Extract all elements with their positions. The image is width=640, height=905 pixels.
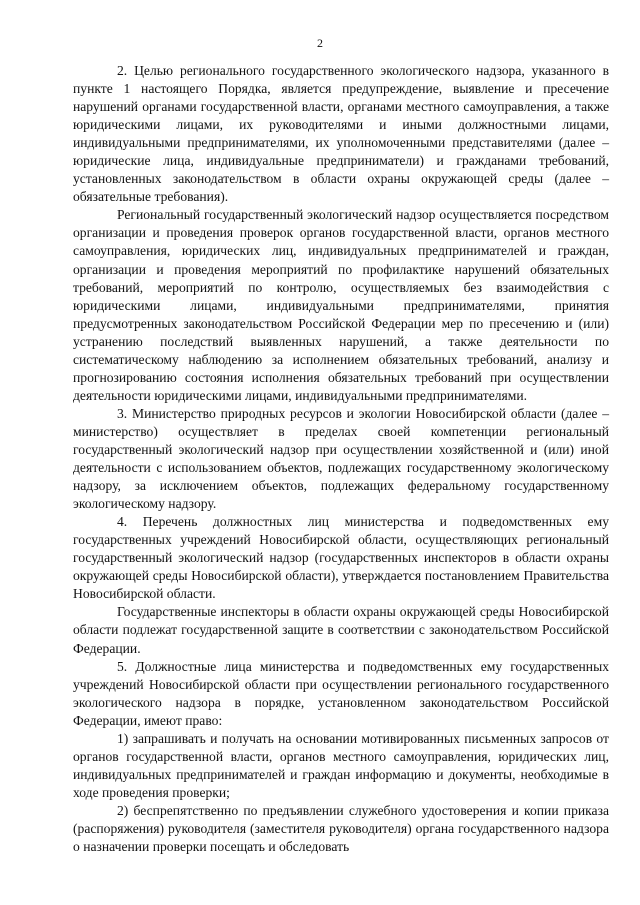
paragraph-supervision-means: Региональный государственный экологический надзор осуществляется посредством организации и проведения проверок органов государственной власти, органов местного самоуправления, юридических лиц, индивидуальных предпринимателей и граждан, организации и проведения мероприятий по профилактике нарушений обязательных требований, мероприятий по контролю, осуществляемых без взаимодействия с юридическими лицами, индивидуальными предпринимателями, принятия предусмотренных законодательством Российской Федерации мер по пресечению и (или) устранению последствий выявленных нарушений, а также деятельности по систематическому наблюдению за исполнением обязательных требований, анализу и прогнозированию состояния исполнения обязательных требований при осуществлении деятельности юридическими лицами, индивидуальными предпринимателями.: [73, 207, 609, 403]
paragraph-right-1-requests: 1) запрашивать и получать на основании мотивированных письменных запросов от органов государственной власти, органов местного самоуправления, юридических лиц, индивидуальных предпринимателей и граждан информацию и документы, необходимые в ходе проведения проверки;: [73, 730, 609, 800]
page-number: 2: [317, 36, 323, 50]
paragraph-item-5-rights: 5. Должностные лица министерства и подведомственных ему государственных учреждений Новосибирской области при осуществлении регионального государственного экологического надзора в порядке, установленном законодательством Российской Федерации, имеют право:: [73, 658, 609, 728]
paragraph-item-2-goal: 2. Целью регионального государственного экологического надзора, указанного в пункте 1 настоящего Порядка, является предупреждение, выявление и пресечение нарушений органами государственной власти, органами местного самоуправления, а также юридическими лицами, их руководителями и иными должностными лицами, индивидуальными предпринимателями, их уполномоченными представителями (далее – юридические лица, индивидуальные предприниматели) и гражданами требований, установленных законодательством в области охраны окружающей среды (далее – обязательные требования).: [73, 63, 609, 205]
paragraph-item-4-officials-list: 4. Перечень должностных лиц министерства и подведомственных ему государственных учреждений Новосибирской области, осуществляющих региональный государственный экологический надзор (государственных инспекторов в области охраны окружающей среды Новосибирской области), утверждается постановлением Правительства Новосибирской области.: [73, 514, 609, 602]
document-body: [73, 62, 609, 856]
paragraph-right-2-inspection: 2) беспрепятственно по предъявлении служебного удостоверения и копии приказа (распоряжения) руководителя (заместителя руководителя) органа государственного надзора о назначении проверки посещать и обследовать: [73, 802, 609, 855]
paragraph-item-3-ministry: 3. Министерство природных ресурсов и экологии Новосибирской области (далее – министерство) осуществляет в пределах своей компетенции региональный государственный экологический надзор при осуществлении хозяйственной и (или) иной деятельности с использованием объектов, подлежащих государственному экологическому надзору, за исключением объектов, подлежащих федеральному государственному экологическому надзору.: [73, 405, 609, 512]
paragraph-inspectors-protection: Государственные инспекторы в области охраны окружающей среды Новосибирской области подлежат государственной защите в соответствии с законодательством Российской Федерации.: [73, 604, 609, 656]
